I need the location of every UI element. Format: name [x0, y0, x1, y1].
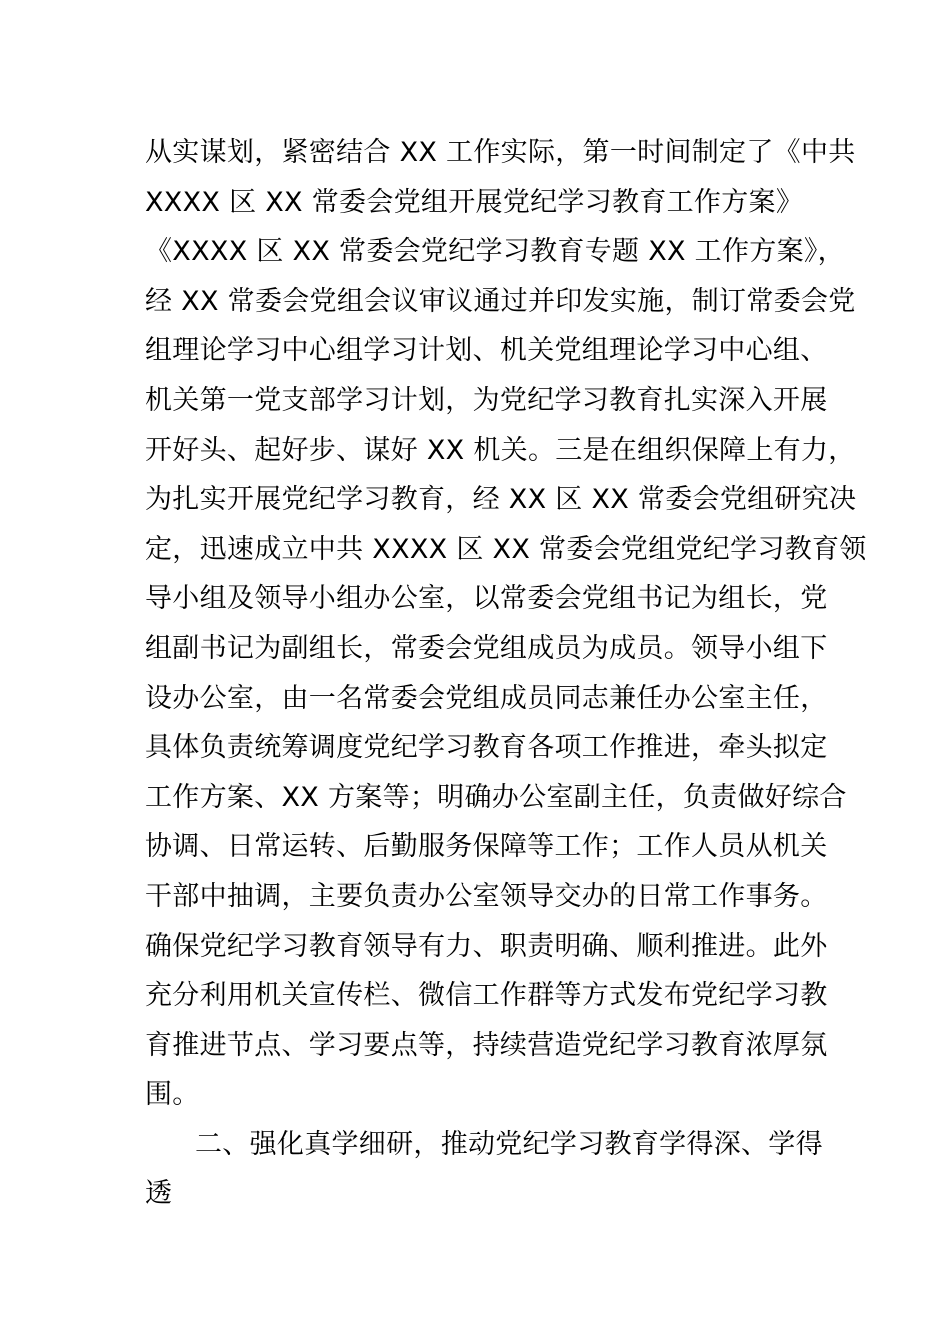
paragraph-line: 《XXXX 区 XX 常委会党纪学习教育专题 XX 工作方案》， [145, 236, 845, 268]
paragraph-line: 干部中抽调，主要负责办公室领导交办的日常工作事务。 [145, 880, 828, 912]
paragraph-line: 围。 [145, 1079, 200, 1111]
paragraph-line: 机关第一党支部学习计划，为党纪学习教育扎实深入开展 [145, 384, 828, 416]
section-heading-line: 二、强化真学细研，推动党纪学习教育学得深、学得 [195, 1128, 823, 1160]
paragraph-line: 开好头、起好步、谋好 XX 机关。三是在组织保障上有力， [145, 434, 856, 466]
paragraph-line: 具体负责统筹调度党纪学习教育各项工作推进，牵头拟定 [145, 732, 828, 764]
paragraph-line: 经 XX 常委会党组会议审议通过并印发实施，制订常委会党 [145, 285, 856, 317]
body-text [145, 128, 867, 1219]
paragraph-line: 组副书记为副组长，常委会党组成员为成员。领导小组下 [145, 632, 828, 664]
paragraph-line: 为扎实开展党纪学习教育，经 XX 区 XX 常委会党组研究决 [145, 484, 857, 516]
paragraph-line: 充分利用机关宣传栏、微信工作群等方式发布党纪学习教 [145, 980, 828, 1012]
paragraph-line: 组理论学习中心组学习计划、机关党组理论学习中心组、 [145, 335, 828, 367]
paragraph-line: 从实谋划，紧密结合 XX 工作实际，第一时间制定了《中共 [145, 137, 856, 168]
paragraph-line: 设办公室，由一名常委会党组成员同志兼任办公室主任， [145, 682, 828, 714]
paragraph-line: 定，迅速成立中共 XXXX 区 XX 常委会党组党纪学习教育领 [145, 533, 867, 565]
paragraph-line: 协调、日常运转、后勤服务保障等工作；工作人员从机关 [145, 831, 828, 863]
section-heading-line: 透 [145, 1178, 173, 1210]
paragraph-line: 确保党纪学习教育领导有力、职责明确、顺利推进。此外 [145, 930, 828, 962]
paragraph-line: XXXX 区 XX 常委会党组开展党纪学习教育工作方案》 [145, 186, 804, 218]
paragraph-line: 工作方案、XX 方案等；明确办公室副主任，负责做好综合 [145, 781, 847, 813]
paragraph-line: 育推进节点、学习要点等，持续营造党纪学习教育浓厚氛 [145, 1029, 828, 1061]
paragraph-line: 导小组及领导小组办公室，以常委会党组书记为组长，党 [145, 583, 828, 615]
